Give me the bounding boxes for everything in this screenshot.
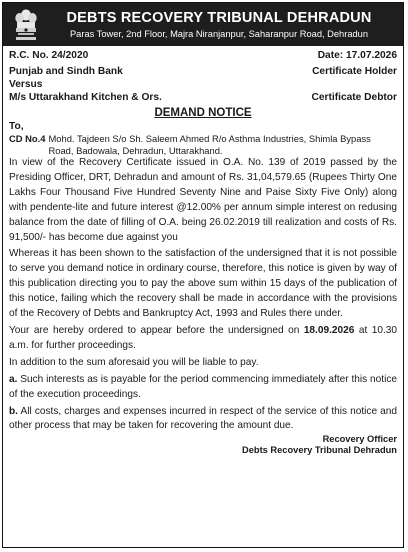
notice-date: Date: 17.07.2026 [317,50,397,61]
state-emblem-icon [9,6,43,44]
appearance-date: 18.09.2026 [303,324,355,336]
to-label: To, [9,121,24,132]
service-paragraph: Whereas it has been shown to the satisfaction of the undersigned that it is not possible to serve you demand notice in ordinary course, therefore, this notice is given by way of this publication directing you to pay the above sum within 15 days of the publication of this notice, failing which the recovery shall be made in accordance with the provisions of the Recovery of Debts and Bankruptcy Act, 1993 and Rules there under. [9,248,397,320]
item-a [9,373,397,403]
versus-row [9,78,397,91]
cd-address-block [9,133,397,156]
item-b-label: b. [9,405,18,417]
holder-role: Certificate Holder [312,66,397,77]
item-a-text: Such interests as is payable for the period commencing immediately after this notice of the execution proceedings. [9,373,397,400]
tribunal-title: DEBTS RECOVERY TRIBUNAL DEHRADUN [66,10,372,26]
appearance-time: at 10.30 a.m. for further proceedings. [9,324,397,351]
tribunal-address: Paras Tower, 2nd Floor, Majra Niranjanpur, Saharanpur Road, Dehradun [69,29,369,39]
cd-label: CD No.4 [9,133,46,144]
signature-office: Debts Recovery Tribunal Dehradun [242,445,397,456]
recovery-paragraph: In view of the Recovery Certificate issued in O.A. No. 139 of 2019 passed by the Presiding Officer, DRT, Dehradun and amount of Rs. 31,04,579.65 (Rupees Thirty One Lakhs Four Thousand Five Hundred Seventy Nine and Paise Sixty Five Only) along with pendente-lite and future interest @12.00% per annum simple interest on redusing balance from the date of filling of O.A. being 26.02.2019 till realization and costs of Rs. 91,500/- has become due against you [9,157,397,243]
debtor-role: Certificate Debtor [311,92,397,103]
cd-address: Mohd. Tajdeen S/o Sh. Saleem Ahmed R/o Asthma Industries, Shimla Bypass Road, Badowala, Dehradun, Uttarakhand. [48,133,371,156]
notice-title: DEMAND NOTICE [154,107,252,119]
header-text [43,9,403,40]
versus-label: Versus [9,79,43,90]
rc-number: R.C. No. 24/2020 [9,50,89,61]
holder-name: Punjab and Sindh Bank [9,66,123,77]
debtor-row [9,91,397,104]
liability-paragraph: In addition to the sum aforesaid you will be liable to pay. [9,356,259,368]
notice-body [3,46,403,456]
notice-header [3,3,403,46]
item-b [9,405,397,435]
item-b-text: All costs, charges and expenses incurred in respect of the service of this notice and other process that may be taken for recovering the amount due. [9,405,397,432]
signature-title: Recovery Officer [322,434,397,445]
notice-frame [2,2,404,548]
holder-row [9,65,397,78]
appearance-text: Your are hereby ordered to appear before the undersigned on [9,324,304,336]
appearance-paragraph [9,324,397,354]
debtor-name: M/s Uttarakhand Kitchen & Ors. [9,92,162,103]
item-a-label: a. [9,373,18,385]
signature-block [9,434,397,456]
case-number-row [9,49,397,62]
